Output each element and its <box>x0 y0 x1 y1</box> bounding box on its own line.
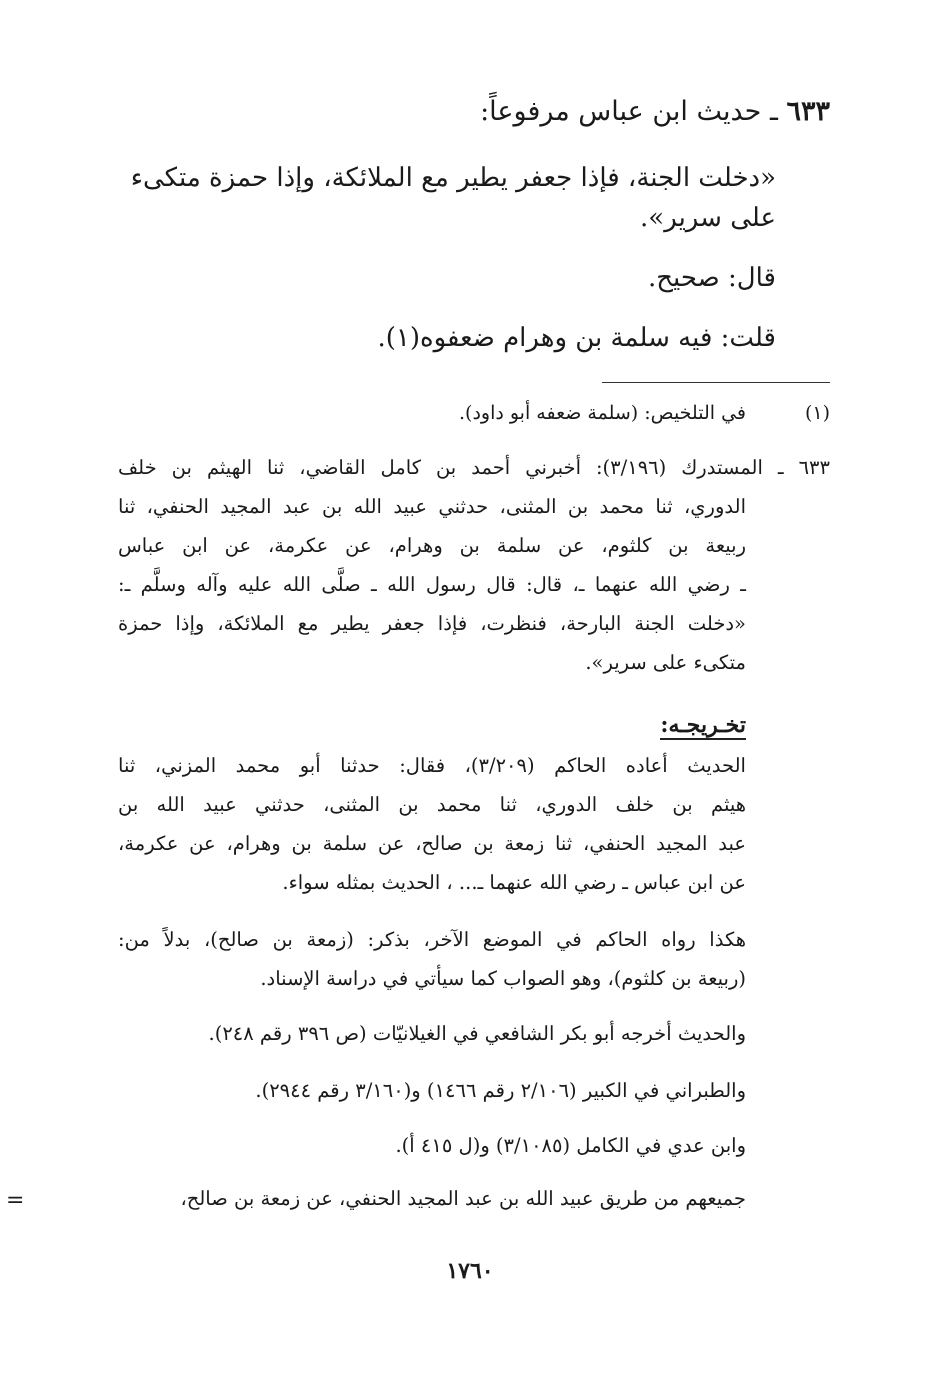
takhrij-heading: تخـريجـه: <box>660 712 746 738</box>
footnote-text: في التلخيص: (سلمة ضعفه أبو داود). <box>459 402 746 424</box>
hadith-heading <box>480 92 830 132</box>
mustadrak-block <box>118 448 830 682</box>
main-text-line: قلت: فيه سلمة بن وهرام ضعفوه(١). <box>377 323 776 353</box>
footnote <box>459 398 830 428</box>
book-page <box>6 80 830 1340</box>
takhrij-para-4: والطبراني في الكبير (٢/١٠٦ رقم ١٤٦٦) و(٣/١٦٠ رقم ٢٩٤٤). <box>255 1079 746 1102</box>
hadith-number: ٦٣٣ <box>786 96 830 127</box>
continuation-mark: = <box>6 1188 25 1213</box>
main-text-line: على سرير». <box>640 203 776 233</box>
takhrij-line: (ربيعة بن كلثوم)، وهو الصواب كما سيأتي في دراسة الإسناد. <box>260 967 746 990</box>
footnote-number: (١) <box>804 402 830 424</box>
mustadrak-line: «دخلت الجنة البارحة، فنظرت، فإذا جعفر يطير مع الملائكة، وإذا حمزة <box>118 612 746 635</box>
main-text-line: قال: صحيح. <box>647 263 776 293</box>
mustadrak-line: متكىء على سرير». <box>585 651 746 674</box>
takhrij-para-1 <box>118 746 746 902</box>
takhrij-para-5: وابن عدي في الكامل (٣/١٠٨٥) و(ل ٤١٥ أ). <box>395 1134 746 1157</box>
takhrij-line: عبد المجيد الحنفي، ثنا زمعة بن صالح، عن سلمة بن وهرام، عن عكرمة، <box>118 832 746 855</box>
takhrij-line: الحديث أعاده الحاكم (٣/٢٠٩)، فقال: حدثنا أبو محمد المزني، ثنا <box>118 754 746 777</box>
takhrij-line: عن ابن عباس ـ رضي الله عنهما ـ... ، الحديث بمثله سواء. <box>282 871 746 894</box>
mustadrak-line: ٦٣٣ ـ المستدرك (٣/١٩٦): أخبرني أحمد بن كامل القاضي، ثنا الهيثم بن خلف <box>118 456 830 479</box>
hadith-title: حديث ابن عباس مرفوعاً: <box>480 96 762 127</box>
main-text-line: «دخلت الجنة، فإذا جعفر يطير مع الملائكة، وإذا حمزة متكىء <box>130 163 776 193</box>
takhrij-line: هكذا رواه الحاكم في الموضع الآخر، بذكر: (زمعة بن صالح)، بدلاً من: <box>118 928 746 951</box>
footnote-divider <box>602 382 830 383</box>
heading-dash: ـ <box>769 96 778 127</box>
takhrij-para-6: جميعهم من طريق عبيد الله بن عبد المجيد الحنفي، عن زمعة بن صالح، <box>180 1187 746 1210</box>
mustadrak-line: الدوري، ثنا محمد بن المثنى، حدثني عبيد الله بن عبد المجيد الحنفي، ثنا <box>118 495 746 518</box>
page-number: ١٧٦٠ <box>446 1258 494 1284</box>
mustadrak-line: ـ رضي الله عنهما ـ، قال: قال رسول الله ـ صلَّى الله عليه وآله وسلَّم ـ: <box>118 573 746 596</box>
mustadrak-line: ربيعة بن كلثوم، عن سلمة بن وهرام، عن عكرمة، عن ابن عباس <box>118 534 746 557</box>
takhrij-para-2 <box>118 920 746 998</box>
takhrij-line: هيثم بن خلف الدوري، ثنا محمد بن المثنى، حدثني عبيد الله بن <box>118 793 746 816</box>
takhrij-para-3: والحديث أخرجه أبو بكر الشافعي في الغيلانيّات (ص ٣٩٦ رقم ٢٤٨). <box>208 1022 746 1045</box>
